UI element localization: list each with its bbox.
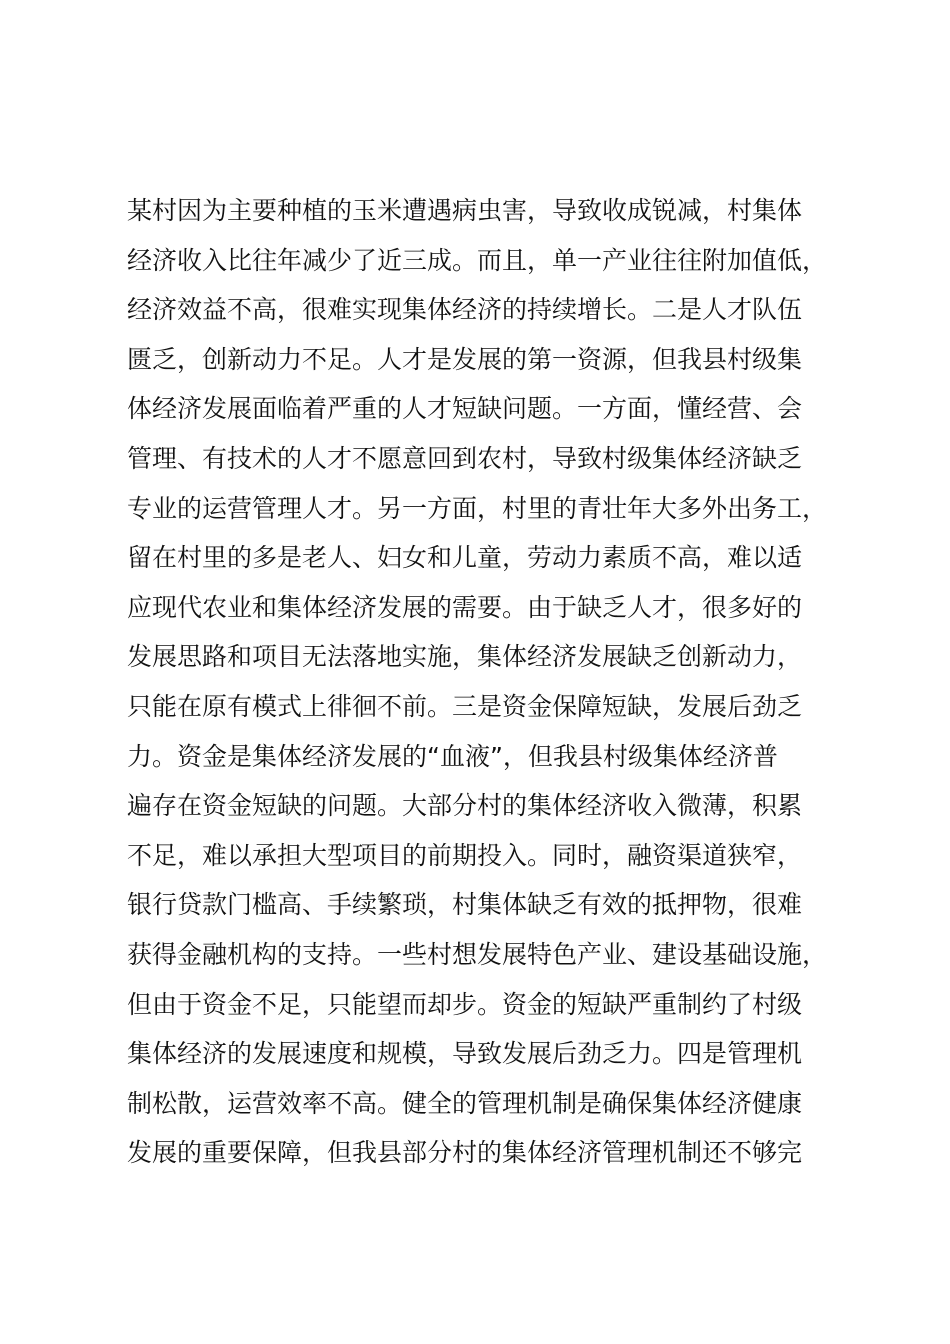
- body-paragraph: [127, 186, 867, 1178]
- text-line: 制松散，运营效率不高。健全的管理机制是确保集体经济健康: [127, 1088, 803, 1118]
- text-line: 遍存在资金短缺的问题。大部分村的集体经济收入微薄，积累: [127, 791, 803, 821]
- text-line: 不足，难以承担大型项目的前期投入。同时，融资渠道狭窄，: [127, 840, 803, 870]
- text-line: 留在村里的多是老人、妇女和儿童，劳动力素质不高，难以适: [127, 543, 803, 573]
- text-line: 经济收入比往年减少了近三成。而且，单一产业往往附加值低，: [127, 245, 828, 275]
- text-line: 集体经济的发展速度和规模，导致发展后劲乏力。四是管理机: [127, 1039, 803, 1069]
- text-line: 但由于资金不足，只能望而却步。资金的短缺严重制约了村级: [127, 989, 803, 1019]
- text-line: 专业的运营管理人才。另一方面，村里的青壮年大多外出务工，: [127, 493, 828, 523]
- text-line: 只能在原有模式上徘徊不前。三是资金保障短缺，发展后劲乏: [127, 691, 803, 721]
- text-line: 某村因为主要种植的玉米遭遇病虫害，导致收成锐减，村集体: [127, 196, 803, 225]
- text-line: 体经济发展面临着严重的人才短缺问题。一方面，懂经营、会: [127, 394, 803, 424]
- text-line: 管理、有技术的人才不愿意回到农村，导致村级集体经济缺乏: [127, 443, 803, 473]
- text-line: 匮乏，创新动力不足。人才是发展的第一资源，但我县村级集: [127, 344, 803, 374]
- text-line: 获得金融机构的支持。一些村想发展特色产业、建设基础设施，: [127, 939, 828, 969]
- text-line: 发展思路和项目无法落地实施，集体经济发展缺乏创新动力，: [127, 642, 803, 672]
- text-line: 银行贷款门槛高、手续繁琐，村集体缺乏有效的抵押物，很难: [127, 890, 803, 920]
- text-line: 经济效益不高，很难实现集体经济的持续增长。二是人才队伍: [127, 295, 803, 325]
- text-line: 力。资金是集体经济发展的“血液”，但我县村级集体经济普: [127, 741, 778, 771]
- text-line: 发展的重要保障，但我县部分村的集体经济管理机制还不够完: [127, 1138, 803, 1168]
- text-line: 应现代农业和集体经济发展的需要。由于缺乏人才，很多好的: [127, 592, 803, 622]
